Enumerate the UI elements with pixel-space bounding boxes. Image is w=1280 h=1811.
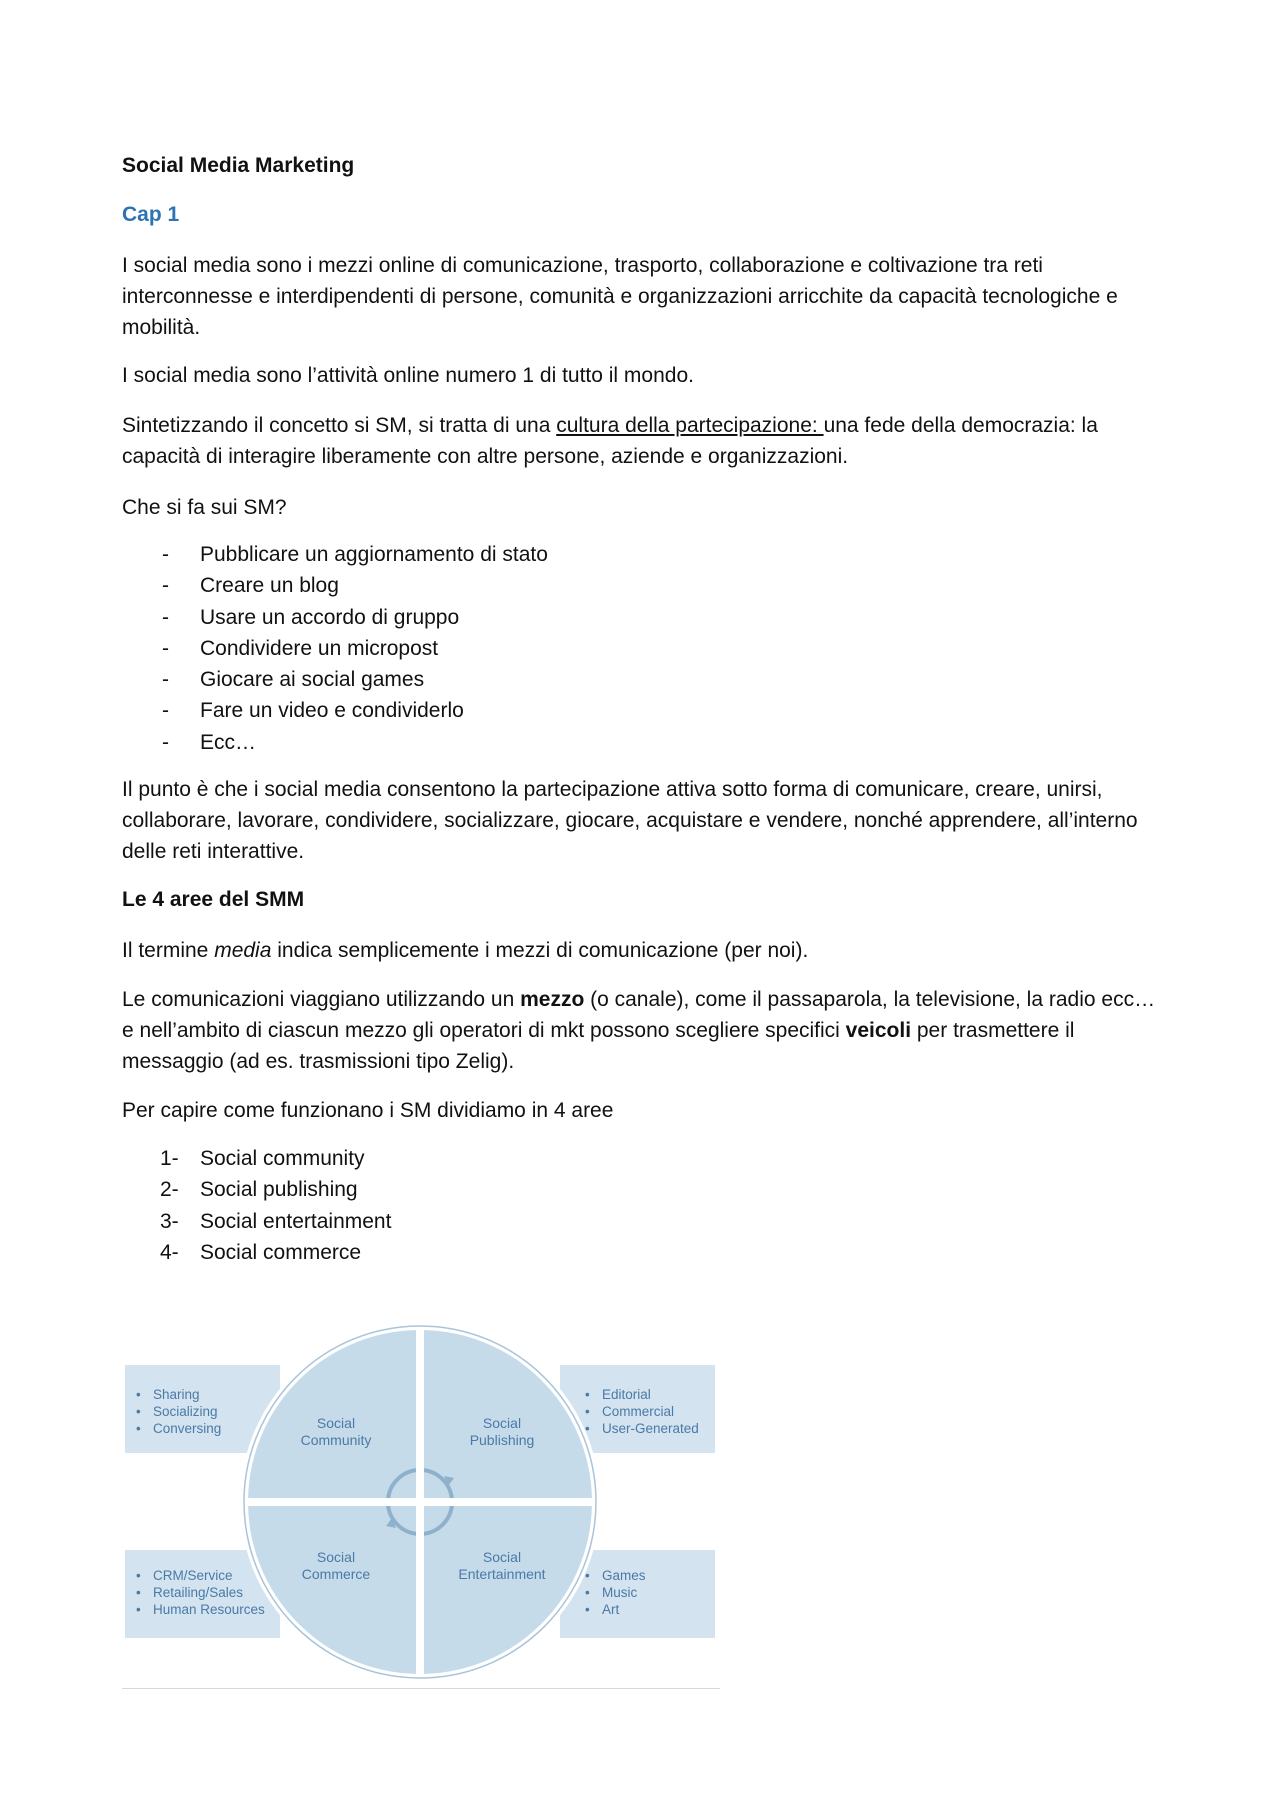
- bullet-dot: •: [136, 1602, 141, 1617]
- dash-marker: -: [162, 730, 169, 754]
- quadrant-social-entertainment: [420, 1502, 596, 1678]
- box-br-item: Art: [602, 1602, 620, 1617]
- box-br-item: Games: [602, 1568, 646, 1583]
- q-tr-line1: Social: [482, 1415, 522, 1431]
- area-label: Social publishing: [200, 1178, 358, 1202]
- activity-label: Pubblicare un aggiornamento di stato: [200, 543, 548, 566]
- bullet-dot: •: [136, 1585, 141, 1600]
- smm-zones-diagram: [122, 1320, 722, 1700]
- paragraph-number-one: I social media sono l’attività online numero 1 di tutto il mondo.: [122, 364, 694, 387]
- area-number: 4-: [160, 1240, 179, 1264]
- document-title: Social Media Marketing: [122, 154, 355, 177]
- dash-marker: -: [162, 574, 169, 598]
- italic-term: media: [214, 939, 272, 962]
- q-bl-line2: Commerce: [301, 1566, 371, 1582]
- quadrant-social-community: [244, 1326, 420, 1502]
- bullet-dot: •: [585, 1602, 590, 1617]
- activity-item: [122, 664, 548, 695]
- paragraph-media-term: [122, 935, 1162, 966]
- paragraph-definition: I social media sono i mezzi online di comunicazione, trasporto, collaborazione e coltivazione tra reti interconnesse e interdipendenti di persone, comunità e organizzazioni arricchite da capacità tecnologiche e mobilità.: [122, 254, 1118, 339]
- text-span: Il termine: [122, 939, 215, 962]
- dash-marker: -: [162, 605, 169, 629]
- area-item: [122, 1143, 391, 1174]
- bullet-dot: •: [136, 1404, 141, 1419]
- activity-item: [122, 570, 548, 601]
- box-tl-item: Conversing: [153, 1421, 222, 1436]
- q-tr-line2: Publishing: [469, 1432, 535, 1448]
- quadrant-social-commerce: [244, 1502, 420, 1678]
- activity-item: [122, 727, 548, 758]
- box-tr-item: Commercial: [602, 1404, 675, 1419]
- text-span: indica semplicemente i mezzi di comunicazione (per noi).: [271, 939, 809, 962]
- box-tr-item: User-Generated: [602, 1421, 699, 1436]
- section-heading-areas: Le 4 aree del SMM: [122, 888, 305, 911]
- activity-item: [122, 539, 548, 570]
- chapter-heading: Cap 1: [122, 203, 180, 226]
- box-bl-item: CRM/Service: [153, 1568, 233, 1583]
- activity-label: Condividere un micropost: [200, 636, 439, 660]
- area-label: Social community: [200, 1147, 365, 1170]
- bullet-dot: •: [136, 1568, 141, 1583]
- activity-item: [122, 695, 548, 726]
- text-span: una fede della democrazia: la capacità di interagire liberamente con altre persone, aziende e organizzazioni.: [122, 414, 1098, 468]
- activity-label: Fare un video e condividerlo: [200, 699, 464, 723]
- dash-marker: -: [162, 543, 169, 566]
- activity-label: Ecc…: [200, 730, 257, 754]
- box-tl-item: Socializing: [153, 1404, 218, 1419]
- bullet-dot: •: [136, 1421, 141, 1436]
- activity-label: Creare un blog: [200, 574, 339, 598]
- activity-label: Giocare ai social games: [200, 668, 425, 692]
- area-number: 1-: [160, 1147, 179, 1170]
- area-label: Social commerce: [200, 1240, 362, 1264]
- area-item: [122, 1206, 391, 1237]
- dash-marker: -: [162, 668, 169, 692]
- text-span: (o canale), come il passaparola, la televisione, la radio ecc… e nell’ambito di ciascun mezzo gli operatori di mkt possono scegliere specifici: [122, 988, 1156, 1042]
- areas-list: [122, 1143, 391, 1268]
- area-item: [122, 1237, 391, 1268]
- activity-item: [122, 602, 548, 633]
- question-line: Che si fa sui SM?: [122, 496, 287, 519]
- paragraph-participation-forms: Il punto è che i social media consentono la partecipazione attiva sotto forma di comunicare, creare, unirsi, collaborare, lavorare, condividere, socializzare, giocare, acquistare e vendere, nonché apprendere, all’interno delle reti interattive.: [122, 778, 1138, 863]
- paragraph-four-areas: Per capire come funzionano i SM dividiamo in 4 aree: [122, 1099, 614, 1122]
- box-br-item: Music: [602, 1585, 638, 1600]
- bullet-dot: •: [136, 1387, 141, 1402]
- text-span: per trasmettere il messaggio (ad es. trasmissioni tipo Zelig).: [122, 1019, 1075, 1073]
- q-tl-line1: Social: [316, 1415, 356, 1431]
- bullet-dot: •: [585, 1421, 590, 1436]
- quadrant-social-publishing: [420, 1326, 596, 1502]
- text-span: Sintetizzando il concetto si SM, si tratta di una: [122, 414, 557, 437]
- area-label: Social entertainment: [200, 1209, 392, 1233]
- area-number: 3-: [160, 1209, 179, 1233]
- dash-marker: -: [162, 636, 169, 660]
- q-br-line2: Entertainment: [458, 1566, 546, 1582]
- bullet-dot: •: [585, 1568, 590, 1583]
- box-tr-item: Editorial: [602, 1387, 651, 1402]
- paragraph-channels: [122, 984, 1162, 1077]
- bullet-dot: •: [585, 1404, 590, 1419]
- text-span: Le comunicazioni viaggiano utilizzando un: [122, 988, 521, 1011]
- bullet-dot: •: [585, 1387, 590, 1402]
- area-number: 2-: [160, 1178, 179, 1202]
- underlined-term: cultura della partecipazione:: [556, 414, 824, 437]
- bullet-dot: •: [585, 1585, 590, 1600]
- box-tl-item: Sharing: [153, 1387, 200, 1402]
- horizontal-rule: [122, 1688, 720, 1689]
- bold-term: mezzo: [520, 988, 585, 1011]
- box-bl-item: Retailing/Sales: [153, 1585, 244, 1600]
- box-bl-item: Human Resources: [153, 1602, 265, 1617]
- activities-list: [122, 539, 548, 758]
- paragraph-participation: [122, 410, 1162, 472]
- q-tl-line2: Community: [300, 1432, 372, 1448]
- activity-item: [122, 633, 548, 664]
- bold-term: veicoli: [845, 1019, 912, 1042]
- dash-marker: -: [162, 699, 169, 723]
- q-br-line1: Social: [482, 1549, 522, 1565]
- activity-label: Usare un accordo di gruppo: [200, 605, 460, 629]
- q-bl-line1: Social: [316, 1549, 356, 1565]
- area-item: [122, 1174, 391, 1205]
